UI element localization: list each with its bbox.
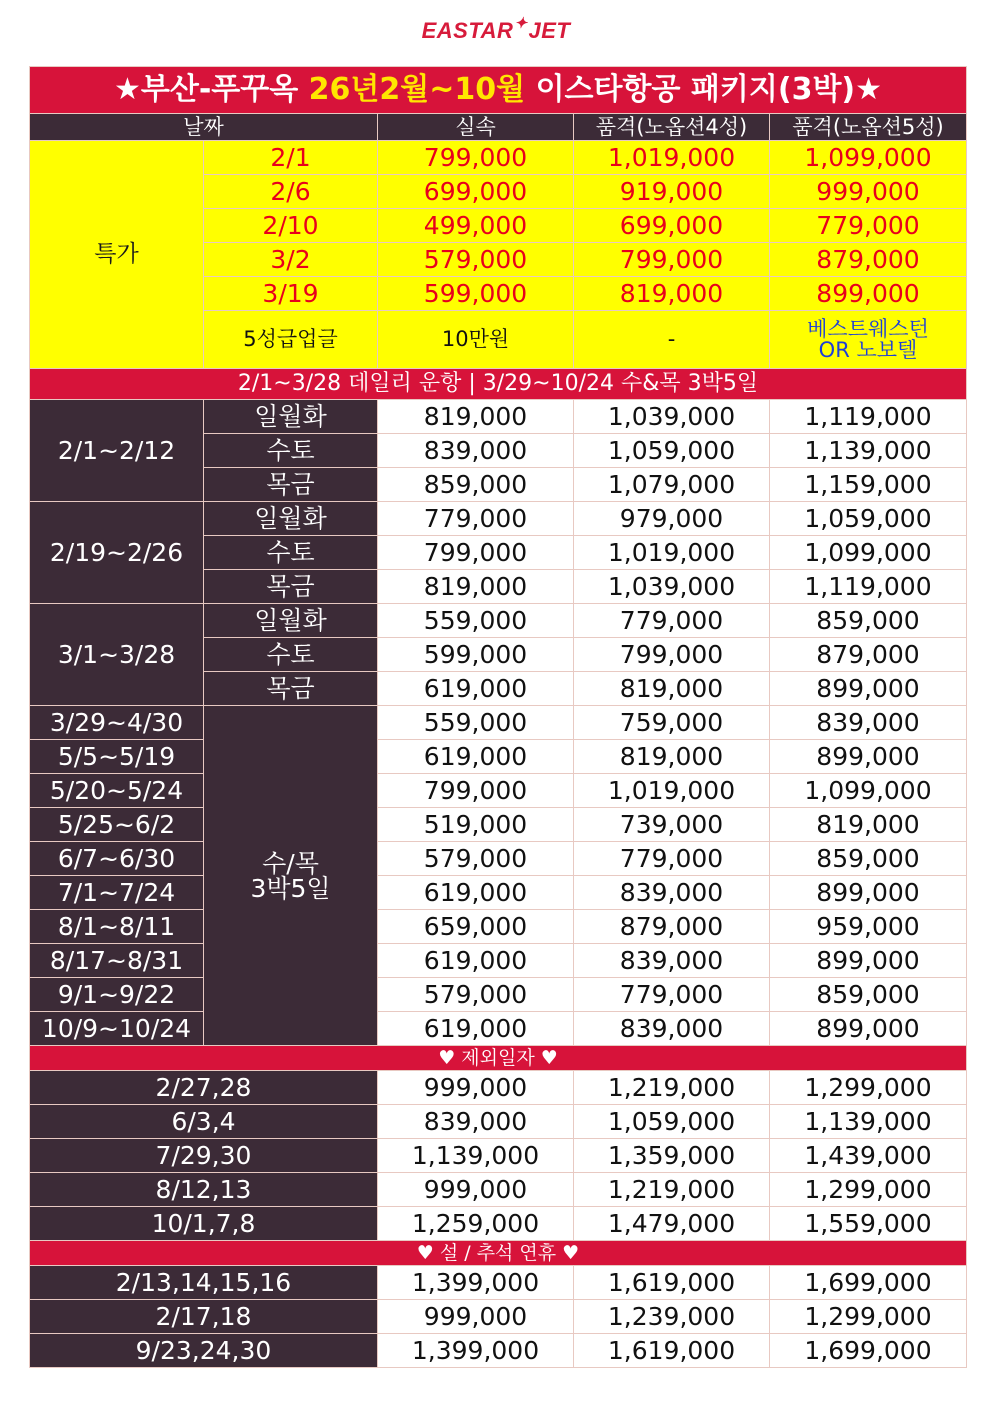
price-5star: 1,299,000 xyxy=(770,1071,967,1105)
logo-right: JET xyxy=(528,18,571,43)
price-silsok: 599,000 xyxy=(378,277,574,311)
period-label: 5/5~5/19 xyxy=(30,740,204,774)
price-5star: 899,000 xyxy=(770,277,967,311)
wedthu-label xyxy=(204,706,378,1046)
day-label: 수토 xyxy=(204,638,378,672)
price-5star: 1,699,000 xyxy=(770,1266,967,1300)
day-label: 목금 xyxy=(204,468,378,502)
price-4star: 1,619,000 xyxy=(574,1334,770,1368)
holiday-date: 9/23,24,30 xyxy=(30,1334,378,1368)
price-5star: 1,299,000 xyxy=(770,1173,967,1207)
price-5star: 859,000 xyxy=(770,842,967,876)
price-5star: 1,099,000 xyxy=(770,536,967,570)
price-4star: 1,059,000 xyxy=(574,434,770,468)
period-label: 3/1~3/28 xyxy=(30,604,204,706)
wedthu-label-line1: 수/목 xyxy=(262,848,319,878)
price-5star: 859,000 xyxy=(770,978,967,1012)
price-4star: 1,019,000 xyxy=(574,536,770,570)
eastarjet-logo xyxy=(0,15,992,44)
price-4star: 819,000 xyxy=(574,672,770,706)
header-date: 날짜 xyxy=(30,114,378,141)
price-4star: 799,000 xyxy=(574,638,770,672)
price-4star: 1,079,000 xyxy=(574,468,770,502)
price-5star: 999,000 xyxy=(770,175,967,209)
price-silsok: 619,000 xyxy=(378,944,574,978)
excluded-date: 7/29,30 xyxy=(30,1139,378,1173)
day-label: 일월화 xyxy=(204,604,378,638)
price-silsok: 659,000 xyxy=(378,910,574,944)
holiday-section-title: ♥ 설 / 추석 연휴 ♥ xyxy=(30,1241,967,1266)
price-silsok: 579,000 xyxy=(378,978,574,1012)
special-date: 2/6 xyxy=(204,175,378,209)
excluded-date: 10/1,7,8 xyxy=(30,1207,378,1241)
price-silsok: 839,000 xyxy=(378,434,574,468)
price-table xyxy=(29,66,967,1368)
price-silsok: 839,000 xyxy=(378,1105,574,1139)
price-silsok: 819,000 xyxy=(378,570,574,604)
period-label: 2/1~2/12 xyxy=(30,400,204,502)
price-5star: 1,559,000 xyxy=(770,1207,967,1241)
price-5star: 899,000 xyxy=(770,672,967,706)
price-4star: 1,239,000 xyxy=(574,1300,770,1334)
price-silsok: 619,000 xyxy=(378,740,574,774)
price-silsok: 559,000 xyxy=(378,706,574,740)
price-5star: 899,000 xyxy=(770,1012,967,1046)
page-title xyxy=(30,67,967,114)
price-5star: 1,159,000 xyxy=(770,468,967,502)
title-period: 26년2월~10월 xyxy=(308,72,526,107)
price-silsok: 779,000 xyxy=(378,502,574,536)
price-silsok: 579,000 xyxy=(378,842,574,876)
price-4star: 1,039,000 xyxy=(574,400,770,434)
period-label: 5/20~5/24 xyxy=(30,774,204,808)
period-label: 9/1~9/22 xyxy=(30,978,204,1012)
price-silsok: 999,000 xyxy=(378,1300,574,1334)
day-label: 수토 xyxy=(204,536,378,570)
special-date: 3/19 xyxy=(204,277,378,311)
price-4star: 1,479,000 xyxy=(574,1207,770,1241)
price-silsok: 999,000 xyxy=(378,1173,574,1207)
upgrade-label: 5성급업글 xyxy=(204,311,378,369)
wedthu-label-line2: 3박5일 xyxy=(250,873,331,903)
price-4star: 1,619,000 xyxy=(574,1266,770,1300)
price-5star: 859,000 xyxy=(770,604,967,638)
price-4star: 819,000 xyxy=(574,740,770,774)
holiday-date: 2/13,14,15,16 xyxy=(30,1266,378,1300)
upgrade-price-silsok: 10만원 xyxy=(378,311,574,369)
price-silsok: 499,000 xyxy=(378,209,574,243)
price-silsok: 1,399,000 xyxy=(378,1334,574,1368)
price-silsok: 799,000 xyxy=(378,774,574,808)
special-date: 2/10 xyxy=(204,209,378,243)
price-4star: 1,219,000 xyxy=(574,1173,770,1207)
price-5star: 1,699,000 xyxy=(770,1334,967,1368)
period-label: 2/19~2/26 xyxy=(30,502,204,604)
period-label: 7/1~7/24 xyxy=(30,876,204,910)
special-date: 3/2 xyxy=(204,243,378,277)
day-label: 목금 xyxy=(204,570,378,604)
price-silsok: 519,000 xyxy=(378,808,574,842)
excluded-date: 2/27,28 xyxy=(30,1071,378,1105)
price-4star: 1,019,000 xyxy=(574,774,770,808)
price-5star: 1,139,000 xyxy=(770,1105,967,1139)
price-silsok: 579,000 xyxy=(378,243,574,277)
price-silsok: 999,000 xyxy=(378,1071,574,1105)
price-5star: 959,000 xyxy=(770,910,967,944)
price-4star: 779,000 xyxy=(574,842,770,876)
price-silsok: 599,000 xyxy=(378,638,574,672)
price-5star: 879,000 xyxy=(770,243,967,277)
excluded-section-title: ♥ 제외일자 ♥ xyxy=(30,1046,967,1071)
price-5star: 1,099,000 xyxy=(770,774,967,808)
special-date: 2/1 xyxy=(204,141,378,175)
price-4star: 839,000 xyxy=(574,876,770,910)
price-5star: 1,139,000 xyxy=(770,434,967,468)
header-4star: 품격(노옵션4성) xyxy=(574,114,770,141)
period-label: 5/25~6/2 xyxy=(30,808,204,842)
price-5star: 1,119,000 xyxy=(770,400,967,434)
day-label: 목금 xyxy=(204,672,378,706)
price-silsok: 619,000 xyxy=(378,672,574,706)
daily-section-title: 2/1~3/28 데일리 운항 | 3/29~10/24 수&목 3박5일 xyxy=(30,369,967,400)
header-silsok: 실속 xyxy=(378,114,574,141)
price-4star: 739,000 xyxy=(574,808,770,842)
price-5star: 1,119,000 xyxy=(770,570,967,604)
excluded-date: 8/12,13 xyxy=(30,1173,378,1207)
holiday-date: 2/17,18 xyxy=(30,1300,378,1334)
title-part3: 이스타항공 패키지(3박)★ xyxy=(525,72,883,107)
price-silsok: 559,000 xyxy=(378,604,574,638)
price-silsok: 1,259,000 xyxy=(378,1207,574,1241)
price-4star: 919,000 xyxy=(574,175,770,209)
price-silsok: 619,000 xyxy=(378,876,574,910)
period-label: 10/9~10/24 xyxy=(30,1012,204,1046)
price-silsok: 799,000 xyxy=(378,141,574,175)
price-5star: 879,000 xyxy=(770,638,967,672)
special-label: 특가 xyxy=(30,141,204,369)
price-4star: 779,000 xyxy=(574,604,770,638)
logo-star-icon: ✦ xyxy=(514,15,528,32)
day-label: 수토 xyxy=(204,434,378,468)
price-4star: 839,000 xyxy=(574,1012,770,1046)
period-label: 8/1~8/11 xyxy=(30,910,204,944)
price-5star: 899,000 xyxy=(770,944,967,978)
excluded-date: 6/3,4 xyxy=(30,1105,378,1139)
price-silsok: 799,000 xyxy=(378,536,574,570)
logo-left: EASTAR xyxy=(421,18,514,43)
price-4star: 1,059,000 xyxy=(574,1105,770,1139)
price-silsok: 699,000 xyxy=(378,175,574,209)
price-5star: 1,059,000 xyxy=(770,502,967,536)
price-5star: 1,299,000 xyxy=(770,1300,967,1334)
price-4star: 759,000 xyxy=(574,706,770,740)
price-4star: 699,000 xyxy=(574,209,770,243)
upgrade-price-4star: - xyxy=(574,311,770,369)
price-5star: 839,000 xyxy=(770,706,967,740)
price-5star: 819,000 xyxy=(770,808,967,842)
price-5star: 1,099,000 xyxy=(770,141,967,175)
day-label: 일월화 xyxy=(204,502,378,536)
price-4star: 879,000 xyxy=(574,910,770,944)
title-part1: ★부산-푸꾸옥 xyxy=(113,72,309,107)
header-5star: 품격(노옵션5성) xyxy=(770,114,967,141)
price-silsok: 1,139,000 xyxy=(378,1139,574,1173)
price-4star: 1,219,000 xyxy=(574,1071,770,1105)
price-5star: 1,439,000 xyxy=(770,1139,967,1173)
price-4star: 839,000 xyxy=(574,944,770,978)
upgrade-hotel xyxy=(770,311,967,369)
price-silsok: 819,000 xyxy=(378,400,574,434)
price-5star: 899,000 xyxy=(770,876,967,910)
price-5star: 779,000 xyxy=(770,209,967,243)
period-label: 3/29~4/30 xyxy=(30,706,204,740)
price-silsok: 859,000 xyxy=(378,468,574,502)
price-4star: 1,039,000 xyxy=(574,570,770,604)
price-4star: 979,000 xyxy=(574,502,770,536)
price-4star: 799,000 xyxy=(574,243,770,277)
price-4star: 1,359,000 xyxy=(574,1139,770,1173)
price-silsok: 1,399,000 xyxy=(378,1266,574,1300)
period-label: 6/7~6/30 xyxy=(30,842,204,876)
price-5star: 899,000 xyxy=(770,740,967,774)
price-silsok: 619,000 xyxy=(378,1012,574,1046)
day-label: 일월화 xyxy=(204,400,378,434)
upgrade-hotel-line2: OR 노보텔 xyxy=(818,337,918,362)
period-label: 8/17~8/31 xyxy=(30,944,204,978)
price-4star: 819,000 xyxy=(574,277,770,311)
price-4star: 1,019,000 xyxy=(574,141,770,175)
upgrade-hotel-line1: 베스트웨스턴 xyxy=(807,316,929,341)
price-4star: 779,000 xyxy=(574,978,770,1012)
